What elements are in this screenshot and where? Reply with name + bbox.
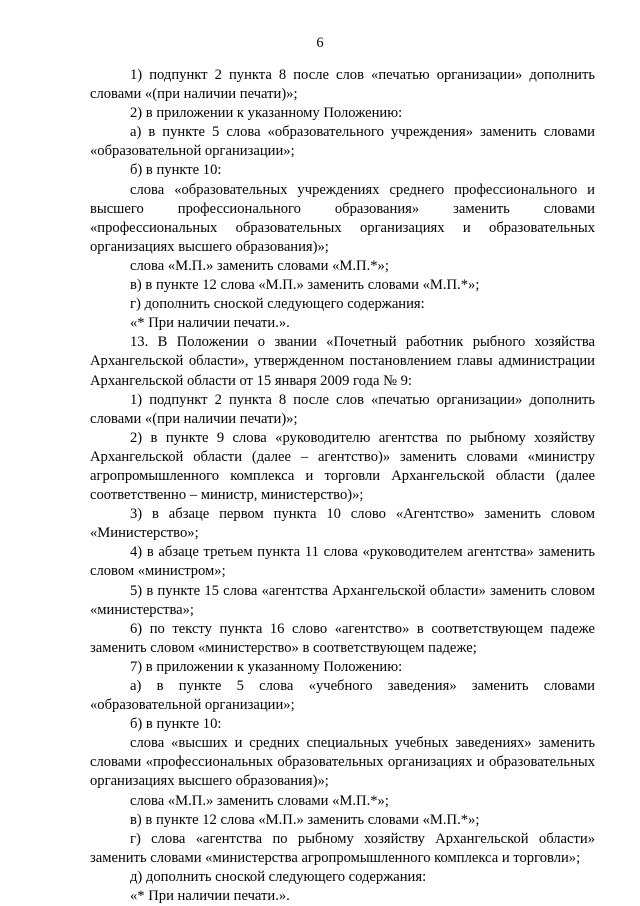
paragraph: г) слова «агентства по рыбному хозяйству Архангельской области» заменить словами «министерства агропромышленного комплекса и торговли»; <box>90 830 595 866</box>
paragraph: 7) в приложении к указанному Положению: <box>130 658 403 675</box>
paragraph: 2) в приложении к указанному Положению: <box>130 105 403 122</box>
paragraph: а) в пункте 5 слова «учебного заведения» заменить словами «образовательной организации»; <box>90 678 595 714</box>
paragraph: 6) по тексту пункта 16 слово «агентство» в соответствующем падеже заменить словом «министерство» в соответствующем падеже; <box>90 620 595 656</box>
paragraph: слова «М.П.» заменить словами «М.П.*»; <box>130 792 389 809</box>
paragraph: слова «высших и средних специальных учебных заведениях» заменить словами «профессиональных образовательных организациях и образовательных организациях высшего образования)»; <box>90 735 595 790</box>
paragraph: 5) в пункте 15 слова «агентства Архангельской области» заменить словом «министерства»; <box>90 582 595 618</box>
paragraph: 2) в пункте 9 слова «руководителю агентства по рыбному хозяйству Архангельской области (далее – агентство)» заменить словами «министру агропромышленного комплекса и торговли Архангельской области (далее соответственно – министр, министерство)»; <box>90 429 595 504</box>
paragraph: д) дополнить сноской следующего содержания: <box>130 868 427 885</box>
paragraph: «* При наличии печати.». <box>130 888 290 905</box>
paragraph: слова «образовательных учреждениях среднего профессионального и высшего профессионального образования» заменить словами «профессиональных образовательных организациях и образовательных организациях высшего образования)»; <box>90 181 595 255</box>
paragraph: 3) в абзаце первом пункта 10 слово «Агентство» заменить словом «Министерство»; <box>90 506 595 542</box>
paragraph: б) в пункте 10: <box>130 162 222 179</box>
document-body <box>90 66 595 906</box>
paragraph: слова «М.П.» заменить словами «М.П.*»; <box>130 257 389 274</box>
page-number: 6 <box>316 35 324 51</box>
paragraph: в) в пункте 12 слова «М.П.» заменить словами «М.П.*»; <box>130 277 480 294</box>
paragraph: 4) в абзаце третьем пункта 11 слова «руководителем агентства» заменить словом «министром»; <box>90 544 595 580</box>
paragraph: г) дополнить сноской следующего содержания: <box>130 296 425 313</box>
paragraph: а) в пункте 5 слова «образовательного учреждения» заменить словами «образовательной организации»; <box>90 124 595 160</box>
paragraph: 1) подпункт 2 пункта 8 после слов «печатью организации» дополнить словами «(при наличии печати)»; <box>90 67 595 103</box>
paragraph: «* При наличии печати.». <box>130 315 290 332</box>
paragraph: в) в пункте 12 слова «М.П.» заменить словами «М.П.*»; <box>130 811 480 828</box>
paragraph: б) в пункте 10: <box>130 716 222 733</box>
section-heading-paragraph: 13. В Положении о звании «Почетный работник рыбного хозяйства Архангельской области», утвержденном постановлением главы администрации Архангельской области от 15 января 2009 года № 9: <box>90 334 595 389</box>
paragraph: 1) подпункт 2 пункта 8 после слов «печатью организации» дополнить словами «(при наличии печати)»; <box>90 391 595 427</box>
